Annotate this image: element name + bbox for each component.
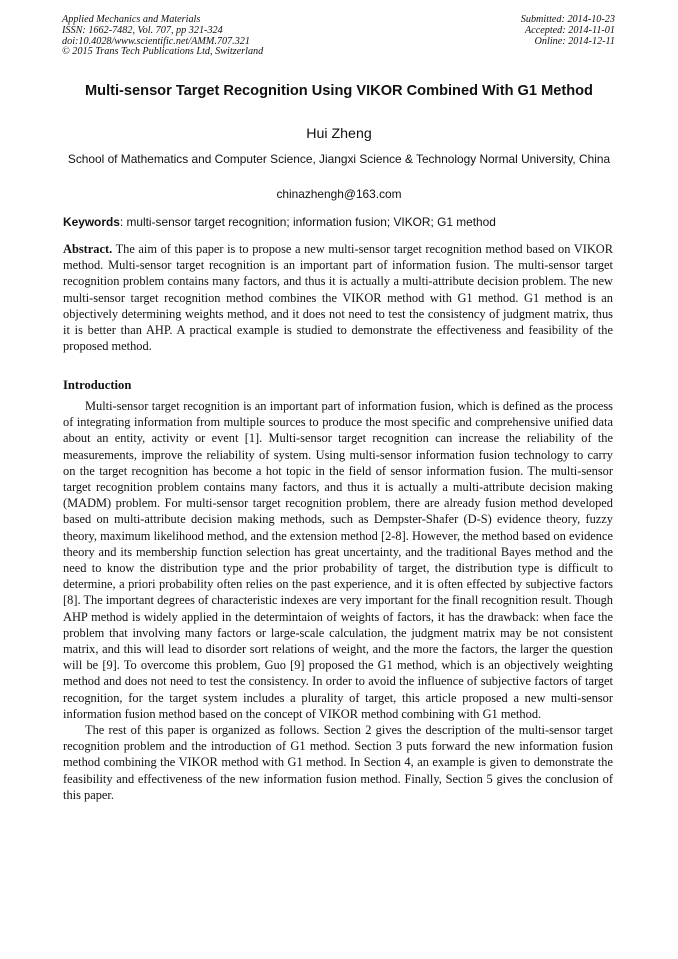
intro-paragraph-2: The rest of this paper is organized as follows. Section 2 gives the description of the multi-sensor target recognition problem and the introduction of G1 method. Section 3 puts forward the new information fusion method combining the VIKOR method with G1 method. In Section 4, an example is given to demonstrate the feasibility and effectiveness of the new information fusion method. Finally, Section 5 gives the conclusion of this paper. — [63, 723, 613, 802]
intro-paragraph-1: Multi-sensor target recognition is an important part of information fusion, which is defined as the process of integrating information from multiple sources to produce the most specific and comprehensive unified data about an entity, activity or event [1]. Multi-sensor target recognition can increase the reliability of the measurements, improve the reliability of system. Using multi-sensor information fusion technology to carry on the target recognition has become a hot topic in the field of sensor information fusion. The multi-sensor target recognition problem contains many factors, and thus it is actually a multi-attribute decision making (MADM) problem. For multi-sensor target recognition problem, there are already fusion method developed based on multi-attribute decision making methods, such as Dempster-Shafer (D-S) evidence theory, fuzzy theory, maximum likelihood method, and the extension method [2-8]. However, the method based on evidence theory and its membership function selection has great uncertainty, and the traditional Bayes method and the need to know the distribution type and the prior probability of target, the distribution type is difficult to determine, a priori probability often relies on the past experience, and it is often effected by subjective factors [8]. The important degrees of characteristic indexes are very important for the finall recognition result. Though AHP method is widely applied in the determintaion of weights of factors, it has the drawback: when face the problem that involving many factors or large-scale calculation, the judgment matrix may be not consistent matrix, and this will lead to disorder sort relations of weight, and the more the factors, the larger the question will be [9]. To overcome this problem, Guo [9] proposed the G1 method, which is an objectively weighting method and does not need to test the consistency. In order to avoid the influence of subjective factors of target recognition, for the target system includes a plurality of target, this article proposed a new multi-sensor information fusion method based on the concept of VIKOR method combining with G1 method. — [63, 399, 613, 721]
online-date: Online: 2014-12-11 — [534, 35, 615, 47]
journal-name: Applied Mechanics and Materials — [62, 14, 201, 25]
paper-title: Multi-sensor Target Recognition Using VIKOR Combined With G1 Method — [85, 83, 593, 99]
abstract-label: Abstract. — [63, 242, 113, 256]
issn-line: ISSN: 1662-7482, Vol. 707, pp 321-324 — [62, 24, 223, 36]
keywords-text: : multi-sensor target recognition; information fusion; VIKOR; G1 method — [119, 215, 496, 229]
introduction-body — [63, 398, 613, 803]
abstract-text: The aim of this paper is to propose a new multi-sensor target recognition method based on VIKOR method. Multi-sensor target recognition is an important part of information fusion. The multi-sensor target recognition problem contains many factors, and thus it is actually a multi-attribute decision problem. The new multi-sensor target recognition method combines the VIKOR method with G1 method. G1 method is an objectively determining weights method, and it does not need to test the consistency of judgment matrix, thus it is better than AHP. A practical example is studied to demonstrate the effectiveness and feasibility of the proposed method. — [63, 242, 613, 354]
abstract-paragraph — [63, 241, 613, 354]
doi-line: doi:10.4028/www.scientific.net/AMM.707.321 — [62, 35, 250, 47]
copyright-line: © 2015 Trans Tech Publications Ltd, Switzerland — [62, 46, 264, 58]
submitted-date: Submitted: 2014-10-23 — [520, 14, 615, 25]
keywords-line — [63, 215, 623, 230]
author-affiliation: School of Mathematics and Computer Science, Jiangxi Science & Technology Normal University, China — [67, 152, 611, 166]
accepted-date: Accepted: 2014-11-01 — [524, 24, 615, 36]
keywords-label: Keywords — [63, 215, 120, 229]
publication-dates — [415, 15, 615, 47]
author-email: chinazhengh@163.com — [276, 187, 402, 201]
journal-info — [62, 15, 362, 58]
author-name: Hui Zheng — [306, 126, 372, 142]
introduction-heading: Introduction — [63, 378, 132, 392]
